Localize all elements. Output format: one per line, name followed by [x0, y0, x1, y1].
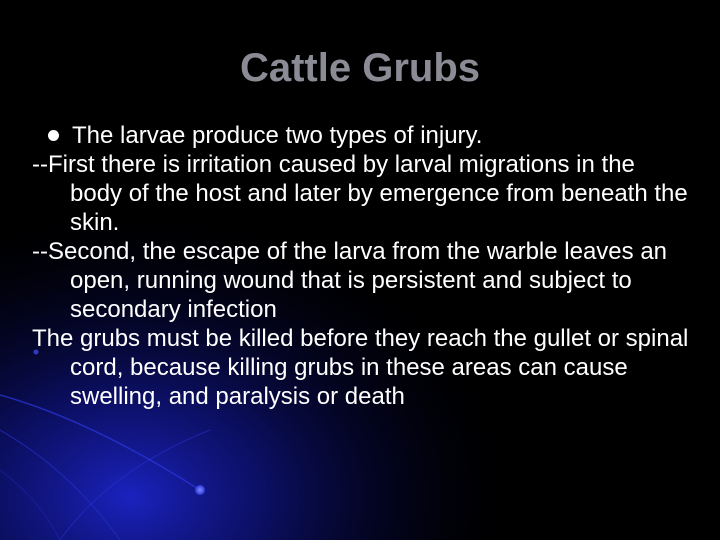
slide-title: Cattle Grubs — [239, 46, 481, 90]
slide-body — [32, 121, 692, 411]
bullet-dot-icon — [48, 130, 59, 141]
bullet-item — [32, 121, 692, 150]
bullet-text: The larvae produce two types of injury. — [72, 122, 483, 149]
body-paragraph-control: The grubs must be killed before they reach the gullet or spinal cord, because killing grubs in these areas can cause swelling, and paralysis or death — [32, 325, 689, 410]
accent-dot-icon — [195, 485, 205, 495]
body-paragraph-first-injury: --First there is irritation caused by larval migrations in the body of the host and later by emergence from beneath the skin. — [32, 151, 688, 236]
body-paragraph-second-injury: --Second, the escape of the larva from the warble leaves an open, running wound that is persistent and subject to secondary infection — [32, 238, 668, 323]
